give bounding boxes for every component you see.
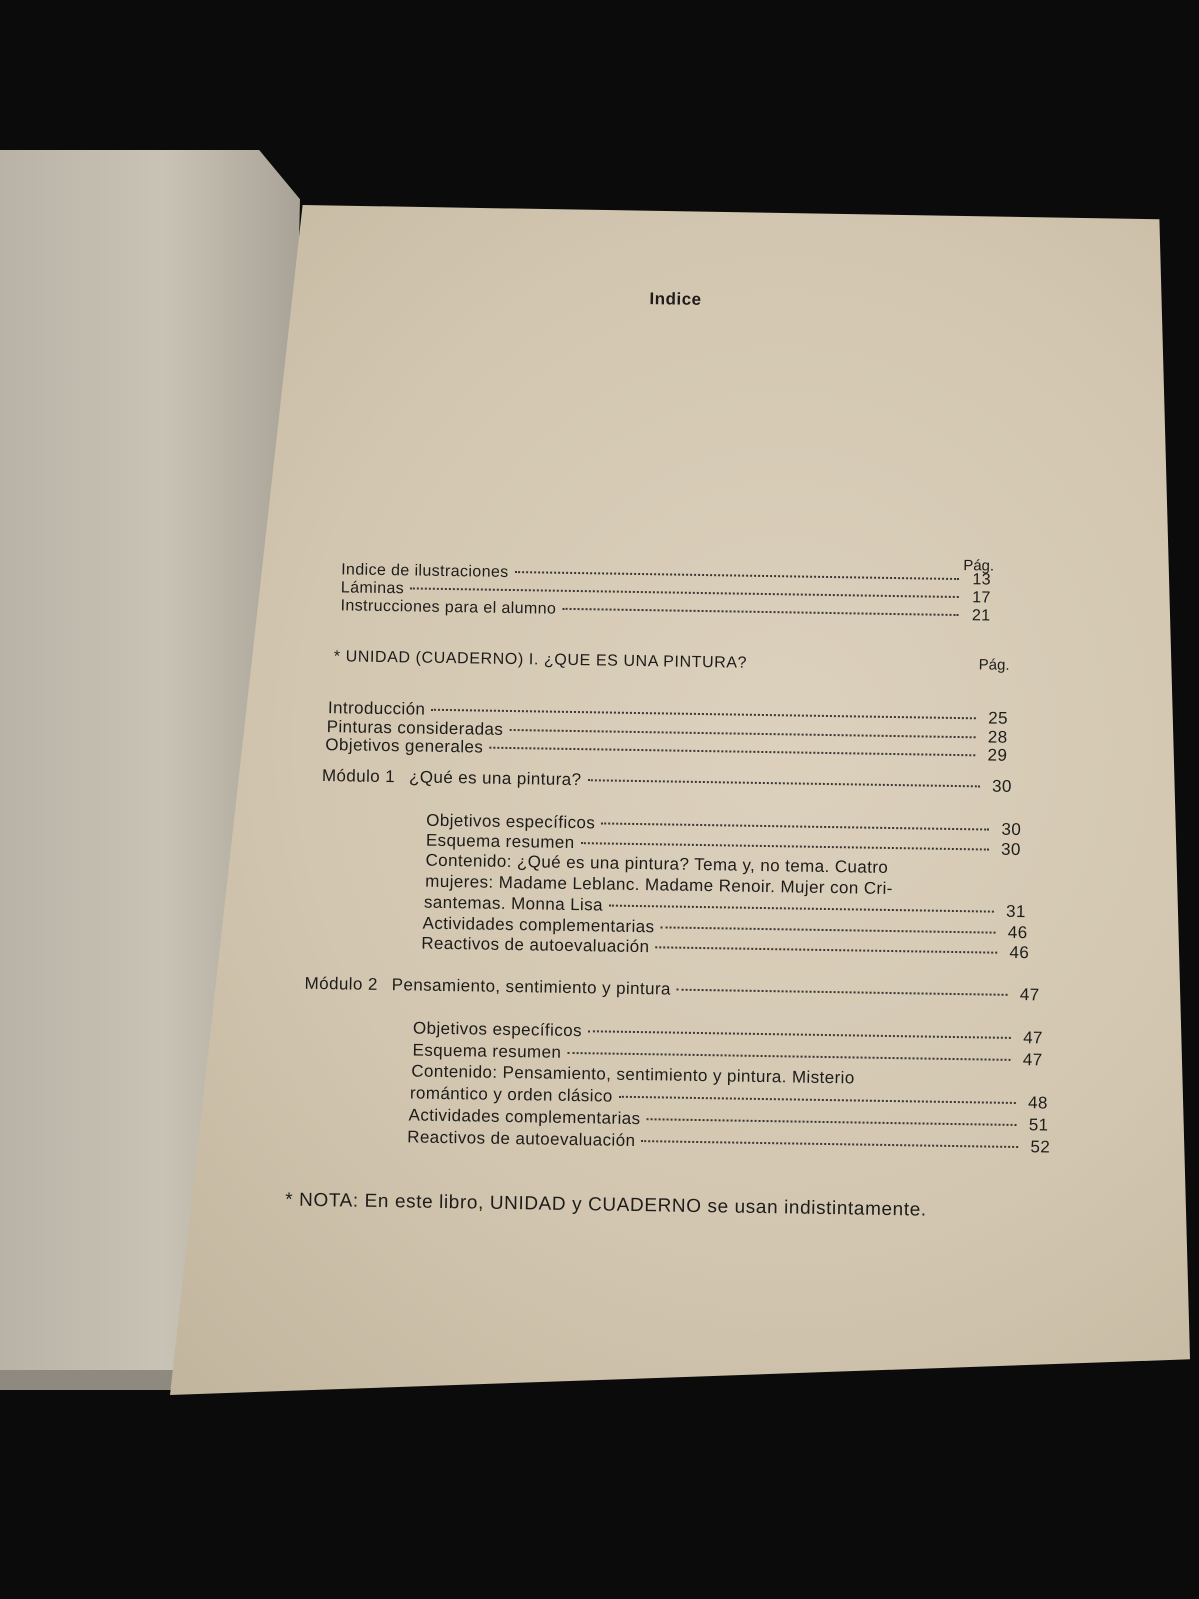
toc-row: Objetivos específicos 47 <box>412 1018 1044 1048</box>
toc-text-line: mujeres: Madame Leblanc. Madame Renoir. Mujer con Cri- <box>425 871 893 899</box>
toc-row: Instrucciones para el alumno 21 <box>340 597 991 625</box>
toc-text-line: Contenido: Pensamiento, sentimiento y pintura. Misterio <box>411 1061 855 1088</box>
toc-row: Esquema resumen 47 <box>412 1040 1043 1070</box>
toc-row: Reactivos de autoevaluación 52 <box>407 1127 1051 1157</box>
toc-row: Objetivos específicos 30 <box>426 810 1022 840</box>
toc-row: Actividades complementarias 51 <box>408 1105 1049 1135</box>
page-title: Indice <box>649 289 702 309</box>
toc-row: Esquema resumen 30 <box>425 830 1021 860</box>
footnote: * NOTA: En este libro, UNIDAD y CUADERNO se usan indistintamente. <box>285 1189 927 1221</box>
toc-row: Objetivos generales 29 <box>325 735 1008 765</box>
module-row: Módulo 2 Pensamiento, sentimiento y pintura 47 <box>304 973 1040 1005</box>
module-row: Módulo 1 ¿Qué es una pintura? 30 <box>321 766 1012 796</box>
toc-row: Indice de ilustraciones 13 <box>341 561 992 589</box>
pag-label: Pág. <box>963 557 995 575</box>
toc-row: romántico y orden clásico 48 <box>409 1083 1049 1113</box>
toc-row: Reactivos de autoevaluación 46 <box>421 933 1030 963</box>
toc-row: Láminas 17 <box>340 579 991 607</box>
unit-heading: * UNIDAD (CUADERNO) I. ¿QUE ES UNA PINTURA? <box>333 648 748 672</box>
toc-text-line: Contenido: ¿Qué es una pintura? Tema y, no tema. Cuatro <box>425 850 889 877</box>
unit-pag-label: Pág. <box>978 656 1010 674</box>
toc-row: santemas. Monna Lisa 31 <box>423 892 1027 922</box>
toc-row: Actividades complementarias 46 <box>422 913 1028 943</box>
toc-row: Pinturas consideradas 28 <box>326 717 1008 747</box>
toc-row: Introducción 25 <box>327 698 1009 728</box>
